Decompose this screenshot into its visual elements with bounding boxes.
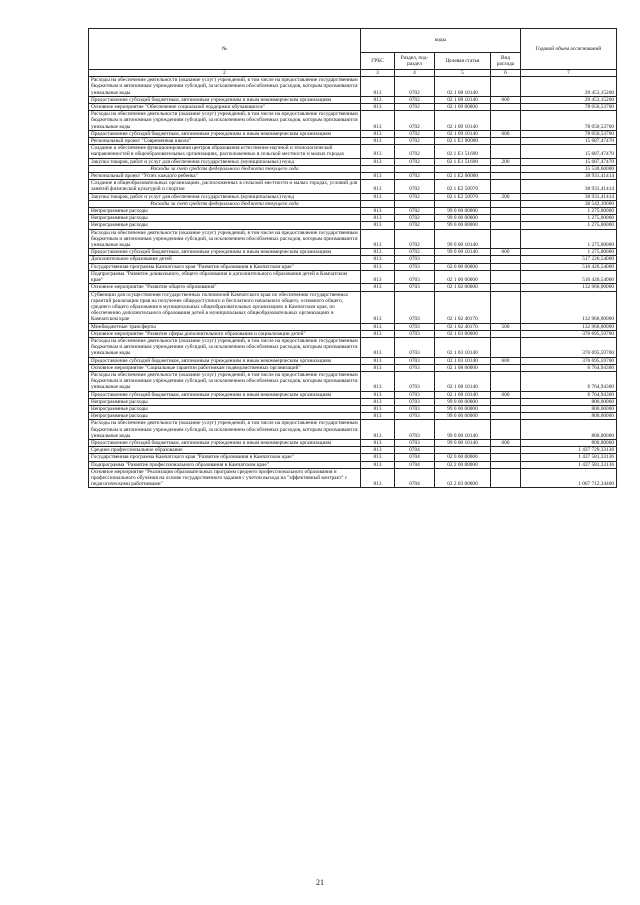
row-target: 02 2 03 00000 xyxy=(435,468,491,488)
row-name: Предоставление субсидий бюджетным, автономным учреждениям и иным некоммерческим организациям xyxy=(89,130,361,137)
row-grbs: 813 xyxy=(361,173,395,180)
row-amount: 800,00000 xyxy=(521,420,617,440)
row-vid xyxy=(491,208,521,215)
row-target: 02 0 00 00000 xyxy=(435,454,491,461)
row-amount: 132 966,00000 xyxy=(521,323,617,330)
row-amount: 29 453,15200 xyxy=(521,77,617,97)
row-vid xyxy=(491,77,521,97)
row-amount: 1 067 712,34400 xyxy=(521,468,617,488)
row-target: 02 1 E1 00000 xyxy=(435,138,491,145)
row-target xyxy=(435,447,491,454)
row-target: 99 0 00 00000 xyxy=(435,222,491,229)
row-name: Непрограммные расходы xyxy=(89,413,361,420)
row-amount: 800,00000 xyxy=(521,398,617,405)
table-row xyxy=(89,330,617,337)
row-name: Расходы на обеспечение деятельности (оказание услуг) учреждений, в том числе на предоставление государственным бюджетным и автономным учреждениям субсидий, за исключением обособленных расходов, которым присваиваются уникальные коды xyxy=(89,111,361,131)
row-razdel xyxy=(395,200,435,207)
table-row xyxy=(89,180,617,193)
header-target: Целевая статья xyxy=(435,53,491,70)
row-target xyxy=(435,165,491,172)
row-name: Дополнительное образование детей xyxy=(89,256,361,263)
row-vid xyxy=(491,461,521,468)
row-amount: 376 695,59700 xyxy=(521,357,617,364)
row-amount: 132 966,00000 xyxy=(521,291,617,323)
row-target: 02 1 E1 51690 xyxy=(435,145,491,158)
row-razdel: 0702 xyxy=(395,158,435,165)
row-name: Основное мероприятие "Реализация образовательных программ среднего профессионального образования и профессионального обучения на основе государственного задания с учетом выхода на "эффективный контракт" с педагогическими работниками" xyxy=(89,468,361,488)
row-target: 02 1 09 10140 xyxy=(435,130,491,137)
row-name: Основное мероприятие "Развитие общего образования" xyxy=(89,284,361,291)
row-amount: 1 275,00000 xyxy=(521,222,617,229)
row-razdel: 0702 xyxy=(395,208,435,215)
row-amount: 1 437 581,33136 xyxy=(521,461,617,468)
table-row xyxy=(89,111,617,131)
row-razdel: 0702 xyxy=(395,215,435,222)
table-row xyxy=(89,461,617,468)
col-index: 6 xyxy=(491,70,521,77)
row-target: 02 1 08 10140 xyxy=(435,391,491,398)
row-amount: 1 437 729,33136 xyxy=(521,447,617,454)
row-grbs: 813 xyxy=(361,357,395,364)
row-name: Основное мероприятие "Развитие сферы дополнительного образования и социализации детей" xyxy=(89,330,361,337)
row-name: Непрограммные расходы xyxy=(89,215,361,222)
table-row xyxy=(89,270,617,283)
row-razdel: 0704 xyxy=(395,454,435,461)
row-razdel: 0703 xyxy=(395,439,435,446)
row-name: Расходы на обеспечение деятельности (оказание услуг) учреждений, в том числе на предоставление государственным бюджетным и автономным учреждениям субсидий, за исключением обособленных расходов, которым присваиваются уникальные коды xyxy=(89,420,361,440)
row-grbs: 813 xyxy=(361,291,395,323)
row-razdel: 0703 xyxy=(395,413,435,420)
row-grbs: 813 xyxy=(361,439,395,446)
row-name: Региональный проект "Успех каждого ребенка" xyxy=(89,173,361,180)
row-name: Предоставление субсидий бюджетным, автономным учреждениям и иным некоммерческим организациям xyxy=(89,249,361,256)
row-target: 99 0 00 10140 xyxy=(435,439,491,446)
col-index: 3 xyxy=(361,70,395,77)
row-target: 99 0 00 00000 xyxy=(435,405,491,412)
row-target: 02 2 00 00000 xyxy=(435,461,491,468)
table-header-row xyxy=(89,29,617,53)
row-grbs: 813 xyxy=(361,391,395,398)
row-vid xyxy=(491,364,521,371)
row-grbs: 813 xyxy=(361,96,395,103)
row-grbs: 813 xyxy=(361,461,395,468)
table-row xyxy=(89,104,617,111)
row-target: 02 1 09 10140 xyxy=(435,111,491,131)
row-grbs: 813 xyxy=(361,447,395,454)
row-grbs: 813 xyxy=(361,330,395,337)
row-grbs: 813 xyxy=(361,180,395,193)
row-vid: 200 xyxy=(491,158,521,165)
row-razdel: 0702 xyxy=(395,130,435,137)
col-index: 4 xyxy=(395,70,435,77)
row-name: Расходы на обеспечение деятельности (оказание услуг) учреждений, в том числе на предоставление государственным бюджетным и автономным учреждениям субсидий, за исключением обособленных расходов, которым присваиваются уникальные коды xyxy=(89,337,361,357)
row-grbs: 813 xyxy=(361,208,395,215)
row-amount: 800,00000 xyxy=(521,413,617,420)
row-name: Предоставление субсидий бюджетным, автономным учреждениям и иным некоммерческим организациям xyxy=(89,96,361,103)
row-amount: 516 426,54000 xyxy=(521,270,617,283)
row-target: 02 1 02 40170 xyxy=(435,291,491,323)
header-razdel: Раздел, под-раздел xyxy=(395,53,435,70)
row-vid: 200 xyxy=(491,193,521,200)
row-grbs: 813 xyxy=(361,222,395,229)
row-vid: 600 xyxy=(491,96,521,103)
row-name: Создание и обеспечение функционирования центров образования естественно-научной и технологической направленностей в общеобразовательных организациях, расположенных в сельской местности и малых городах xyxy=(89,145,361,158)
row-name: Закупка товаров, работ и услуг для обеспечения государственных (муниципальных) нужд xyxy=(89,193,361,200)
row-amount: 1 275,00000 xyxy=(521,229,617,249)
row-name: Государственная программа Камчатского края "Развитие образования в Камчатском крае" xyxy=(89,454,361,461)
row-razdel: 0703 xyxy=(395,291,435,323)
row-amount: 15 530,60000 xyxy=(521,165,617,172)
row-name: Непрограммные расходы xyxy=(89,222,361,229)
row-vid xyxy=(491,111,521,131)
row-vid xyxy=(491,229,521,249)
row-target xyxy=(435,200,491,207)
row-vid xyxy=(491,200,521,207)
table-row xyxy=(89,256,617,263)
row-grbs xyxy=(361,165,395,172)
row-vid xyxy=(491,263,521,270)
row-target: 02 1 03 10140 xyxy=(435,337,491,357)
table-row xyxy=(89,405,617,412)
row-razdel: 0702 xyxy=(395,222,435,229)
column-index-row xyxy=(89,70,617,77)
row-name: Межбюджетные трансферты xyxy=(89,323,361,330)
row-grbs: 813 xyxy=(361,405,395,412)
table-row xyxy=(89,413,617,420)
row-grbs: 813 xyxy=(361,420,395,440)
table-row xyxy=(89,454,617,461)
col-index: 5 xyxy=(435,70,491,77)
row-name: Подпрограмма "Развитие дошкольного, общего образования и дополнительного образования детей в Камчатском крае" xyxy=(89,270,361,283)
row-name: Непрограммные расходы xyxy=(89,405,361,412)
table-row xyxy=(89,77,617,97)
row-grbs: 813 xyxy=(361,337,395,357)
table-row xyxy=(89,138,617,145)
row-razdel: 0702 xyxy=(395,249,435,256)
row-grbs: 813 xyxy=(361,270,395,283)
table-row xyxy=(89,447,617,454)
row-grbs: 813 xyxy=(361,130,395,137)
row-razdel: 0702 xyxy=(395,111,435,131)
row-amount: 15 687,47470 xyxy=(521,145,617,158)
row-amount: 800,00000 xyxy=(521,405,617,412)
row-target: 02 1 02 40170 xyxy=(435,323,491,330)
table-body xyxy=(89,77,617,488)
row-razdel: 0702 xyxy=(395,173,435,180)
row-razdel: 0703 xyxy=(395,364,435,371)
row-grbs: 813 xyxy=(361,138,395,145)
table-row xyxy=(89,337,617,357)
row-grbs: 813 xyxy=(361,193,395,200)
header-name: № xyxy=(89,29,361,70)
table-row xyxy=(89,222,617,229)
row-name: Государственная программа Камчатского края "Развитие образования в Камчатском крае" xyxy=(89,263,361,270)
row-name: Расходы на обеспечение деятельности (оказание услуг) учреждений, в том числе на предоставление государственным бюджетным и автономным учреждениям субсидий, за исключением обособленных расходов, которым присваиваются уникальные коды xyxy=(89,77,361,97)
row-amount: 6 764,94300 xyxy=(521,364,617,371)
row-razdel: 0703 xyxy=(395,330,435,337)
row-grbs: 813 xyxy=(361,323,395,330)
table-row xyxy=(89,145,617,158)
row-amount: 1 437 581,33136 xyxy=(521,454,617,461)
row-amount: 78 050,53700 xyxy=(521,130,617,137)
table-row xyxy=(89,468,617,488)
row-vid xyxy=(491,405,521,412)
row-target: 99 0 00 10140 xyxy=(435,229,491,249)
table-row xyxy=(89,200,617,207)
row-amount: 38 542,10000 xyxy=(521,200,617,207)
row-name: Субвенции для осуществления государственных полномочий Камчатского края по обеспечению государственных гарантий реализации прав на получение общедоступного и бесплатного начального общего, основного общего, среднего общего образования в муниципальных общеобразовательных организациях в Камчатском крае, по обеспечению дополнительного образования детей в муниципальных общеобразовательных организациях в Камчатском крае xyxy=(89,291,361,323)
row-vid xyxy=(491,330,521,337)
table-row xyxy=(89,165,617,172)
row-target: 99 0 00 00000 xyxy=(435,413,491,420)
header-grbs: ГРБС xyxy=(361,53,395,70)
row-amount: 78 050,53700 xyxy=(521,104,617,111)
row-vid xyxy=(491,420,521,440)
row-razdel: 0703 xyxy=(395,284,435,291)
table-row xyxy=(89,96,617,103)
row-target: 02 1 08 00000 xyxy=(435,364,491,371)
row-amount: 517 226,54000 xyxy=(521,256,617,263)
row-grbs: 813 xyxy=(361,413,395,420)
row-amount: 376 695,59700 xyxy=(521,337,617,357)
row-name: Расходы за счет средств федерального бюджета текущего года xyxy=(89,165,361,172)
row-name: Непрограммные расходы xyxy=(89,208,361,215)
row-vid xyxy=(491,215,521,222)
table-row xyxy=(89,357,617,364)
row-razdel: 0704 xyxy=(395,447,435,454)
row-razdel: 0702 xyxy=(395,193,435,200)
row-grbs: 813 xyxy=(361,263,395,270)
row-vid xyxy=(491,104,521,111)
header-vid: Вид расхода xyxy=(491,53,521,70)
row-vid xyxy=(491,284,521,291)
table-row xyxy=(89,439,617,446)
row-name: Предоставление субсидий бюджетным, автономным учреждениям и иным некоммерческим организациям xyxy=(89,391,361,398)
row-grbs: 813 xyxy=(361,468,395,488)
row-target: 02 1 08 10140 xyxy=(435,77,491,97)
table-row xyxy=(89,173,617,180)
row-target: 02 1 08 10140 xyxy=(435,371,491,391)
row-target: 02 1 08 10140 xyxy=(435,96,491,103)
row-name: Подпрограмма "Развитие профессионального образования в Камчатском крае" xyxy=(89,461,361,468)
row-name: Среднее профессиональное образование xyxy=(89,447,361,454)
row-name: Создание в общеобразовательных организациях, расположенных в сельской местности и малых городах, условий для занятий физической культурой и спортом xyxy=(89,180,361,193)
table-row xyxy=(89,208,617,215)
row-target: 99 0 00 00000 xyxy=(435,208,491,215)
row-target: 99 0 00 00000 xyxy=(435,398,491,405)
row-razdel: 0702 xyxy=(395,104,435,111)
table-row xyxy=(89,193,617,200)
row-name: Непрограммные расходы xyxy=(89,398,361,405)
table-row xyxy=(89,158,617,165)
table-row xyxy=(89,249,617,256)
row-amount: 376 695,59700 xyxy=(521,330,617,337)
table-row xyxy=(89,263,617,270)
row-grbs: 813 xyxy=(361,249,395,256)
table-row xyxy=(89,371,617,391)
row-name: Закупка товаров, работ и услуг для обеспечения государственных (муниципальных) нужд xyxy=(89,158,361,165)
row-amount: 6 764,94300 xyxy=(521,391,617,398)
row-vid xyxy=(491,145,521,158)
table-row xyxy=(89,130,617,137)
row-razdel xyxy=(395,165,435,172)
row-amount: 38 931,41414 xyxy=(521,180,617,193)
row-vid xyxy=(491,454,521,461)
row-razdel: 0703 xyxy=(395,263,435,270)
row-name: Расходы на обеспечение деятельности (оказание услуг) учреждений, в том числе на предоставление государственным бюджетным и автономным учреждениям субсидий, за исключением обособленных расходов, которым присваиваются уникальные коды xyxy=(89,229,361,249)
table-row xyxy=(89,215,617,222)
row-vid xyxy=(491,468,521,488)
row-amount: 29 453,15200 xyxy=(521,96,617,103)
row-name: Региональный проект "Современная школа" xyxy=(89,138,361,145)
row-grbs: 813 xyxy=(361,104,395,111)
row-razdel: 0703 xyxy=(395,357,435,364)
row-target: 02 1 E2 50970 xyxy=(435,193,491,200)
row-razdel: 0703 xyxy=(395,391,435,398)
row-razdel: 0702 xyxy=(395,180,435,193)
row-vid: 600 xyxy=(491,249,521,256)
row-razdel: 0702 xyxy=(395,138,435,145)
row-amount: 6 764,94300 xyxy=(521,371,617,391)
row-vid xyxy=(491,447,521,454)
row-razdel: 0702 xyxy=(395,96,435,103)
table-row xyxy=(89,391,617,398)
row-vid: 600 xyxy=(491,391,521,398)
row-grbs xyxy=(361,200,395,207)
row-name: Предоставление субсидий бюджетным, автономным учреждениям и иным некоммерческим организациям xyxy=(89,357,361,364)
row-grbs: 813 xyxy=(361,256,395,263)
row-grbs: 813 xyxy=(361,229,395,249)
row-name: Предоставление субсидий бюджетным, автономным учреждениям и иным некоммерческим организациям xyxy=(89,439,361,446)
row-grbs: 813 xyxy=(361,371,395,391)
row-amount: 38 931,41414 xyxy=(521,193,617,200)
row-target: 02 1 E1 51690 xyxy=(435,158,491,165)
row-vid: 600 xyxy=(491,130,521,137)
col-index: 2 xyxy=(89,70,361,77)
table-row xyxy=(89,420,617,440)
table-row xyxy=(89,323,617,330)
row-target: 99 0 00 00000 xyxy=(435,215,491,222)
row-razdel: 0703 xyxy=(395,398,435,405)
row-amount: 78 050,53700 xyxy=(521,111,617,131)
row-target: 99 0 00 10140 xyxy=(435,249,491,256)
row-vid xyxy=(491,291,521,323)
row-vid xyxy=(491,371,521,391)
row-vid xyxy=(491,180,521,193)
row-name: Основное мероприятие "Обеспечение социальной поддержки обучающихся" xyxy=(89,104,361,111)
row-vid xyxy=(491,398,521,405)
row-razdel: 0703 xyxy=(395,405,435,412)
row-amount: 516 426,54000 xyxy=(521,263,617,270)
header-codes: коды xyxy=(361,29,521,53)
row-target: 99 0 00 10140 xyxy=(435,420,491,440)
row-razdel: 0703 xyxy=(395,337,435,357)
col-index: 7 xyxy=(521,70,617,77)
row-amount: 1 275,00000 xyxy=(521,249,617,256)
row-target: 02 1 E2 00000 xyxy=(435,173,491,180)
row-vid xyxy=(491,337,521,357)
row-vid xyxy=(491,165,521,172)
budget-table xyxy=(88,28,617,488)
row-vid xyxy=(491,270,521,283)
table-row xyxy=(89,229,617,249)
row-target: 02 1 03 00000 xyxy=(435,330,491,337)
table-row xyxy=(89,291,617,323)
table-row xyxy=(89,398,617,405)
table-row xyxy=(89,284,617,291)
row-vid xyxy=(491,173,521,180)
row-vid xyxy=(491,138,521,145)
row-grbs: 813 xyxy=(361,215,395,222)
row-target: 02 1 00 00000 xyxy=(435,270,491,283)
row-amount: 132 966,00000 xyxy=(521,284,617,291)
row-grbs: 813 xyxy=(361,158,395,165)
row-amount: 15 687,47470 xyxy=(521,138,617,145)
row-amount: 38 931,41414 xyxy=(521,173,617,180)
row-amount: 800,00000 xyxy=(521,439,617,446)
row-razdel: 0703 xyxy=(395,270,435,283)
row-vid xyxy=(491,256,521,263)
row-razdel: 0702 xyxy=(395,229,435,249)
row-grbs: 813 xyxy=(361,454,395,461)
row-grbs: 813 xyxy=(361,77,395,97)
row-razdel: 0703 xyxy=(395,371,435,391)
row-vid: 600 xyxy=(491,439,521,446)
row-target xyxy=(435,256,491,263)
row-razdel: 0702 xyxy=(395,145,435,158)
row-amount: 1 275,00000 xyxy=(521,215,617,222)
row-target: 02 0 00 00000 xyxy=(435,263,491,270)
row-grbs: 813 xyxy=(361,364,395,371)
row-vid xyxy=(491,222,521,229)
row-name: Расходы на обеспечение деятельности (оказание услуг) учреждений, в том числе на предоставление государственным бюджетным и автономным учреждениям субсидий, за исключением обособленных расходов, которым присваиваются уникальные коды xyxy=(89,371,361,391)
row-vid: 500 xyxy=(491,323,521,330)
row-target: 02 1 09 00000 xyxy=(435,104,491,111)
header-annual: Годовой объем ассигнований xyxy=(521,29,617,70)
row-razdel: 0704 xyxy=(395,461,435,468)
row-razdel: 0703 xyxy=(395,256,435,263)
row-grbs: 813 xyxy=(361,398,395,405)
row-target: 02 1 03 10140 xyxy=(435,357,491,364)
row-grbs: 813 xyxy=(361,111,395,131)
row-vid xyxy=(491,413,521,420)
row-razdel: 0703 xyxy=(395,420,435,440)
table-row xyxy=(89,364,617,371)
row-target: 02 1 E2 50970 xyxy=(435,180,491,193)
row-name: Основное мероприятие "Социальные гарантии работникам подведомственных организаций" xyxy=(89,364,361,371)
row-grbs: 813 xyxy=(361,145,395,158)
row-name: Расходы за счет средств федерального бюджета текущего года xyxy=(89,200,361,207)
row-amount: 1 275,00000 xyxy=(521,208,617,215)
row-grbs: 813 xyxy=(361,284,395,291)
page-number: 21 xyxy=(316,878,324,887)
row-target: 02 1 02 00000 xyxy=(435,284,491,291)
row-amount: 15 687,47470 xyxy=(521,158,617,165)
row-vid: 600 xyxy=(491,357,521,364)
row-razdel: 0702 xyxy=(395,77,435,97)
row-razdel: 0703 xyxy=(395,323,435,330)
row-razdel: 0704 xyxy=(395,468,435,488)
